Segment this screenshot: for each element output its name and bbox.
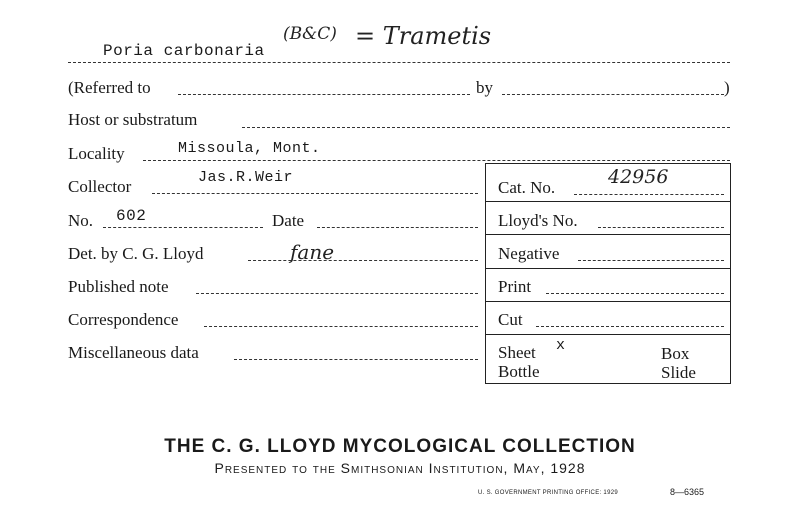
locality-line — [143, 160, 730, 161]
referred-to-label: (Referred to — [68, 78, 151, 97]
cut-line — [536, 326, 724, 327]
collector-value: Jas.R.Weir — [198, 169, 294, 186]
species-synonym-handwritten: = Trametis — [355, 22, 492, 50]
close-paren: ) — [724, 78, 730, 97]
collector-label: Collector — [68, 177, 132, 196]
correspondence-label: Correspondence — [68, 310, 179, 329]
collection-subtitle: Presented to the Smithsonian Institution, May, 1928 — [214, 460, 586, 476]
sheet-mark: x — [556, 337, 566, 354]
lloyds-no-label: Lloyd's No. — [498, 211, 578, 230]
species-author-handwritten: (B&C) — [283, 24, 337, 44]
det-by-value: fane — [290, 240, 335, 264]
cat-no-label: Cat. No. — [498, 178, 556, 197]
box-label: Box — [661, 344, 690, 363]
no-value: 602 — [116, 207, 147, 225]
cat-no-line — [574, 194, 724, 195]
locality-value: Missoula, Mont. — [178, 140, 321, 157]
collector-line — [152, 193, 478, 194]
date-line — [317, 227, 478, 228]
sheet-label: Sheet — [498, 343, 536, 362]
cut-label: Cut — [498, 310, 523, 329]
print-label: Print — [498, 277, 532, 296]
right-box-top — [485, 163, 730, 164]
print-line — [546, 293, 724, 294]
negative-line — [578, 260, 724, 261]
det-by-label: Det. by C. G. Lloyd — [68, 244, 204, 263]
no-line — [103, 227, 263, 228]
bottle-label: Bottle — [498, 362, 540, 381]
host-label: Host or substratum — [68, 110, 198, 129]
date-label: Date — [272, 211, 305, 230]
locality-label: Locality — [68, 144, 125, 163]
referred-to-line — [178, 94, 470, 95]
correspondence-line — [204, 326, 478, 327]
host-line — [242, 127, 730, 128]
right-box-left — [485, 163, 486, 383]
species-name: Poria carbonaria — [103, 42, 265, 60]
published-note-label: Published note — [68, 277, 169, 296]
det-by-line — [248, 260, 478, 261]
no-label: No. — [68, 211, 94, 230]
right-box-sep-2 — [485, 234, 730, 235]
species-line — [68, 62, 730, 63]
right-box-sep-1 — [485, 201, 730, 202]
misc-data-label: Miscellaneous data — [68, 343, 199, 362]
printing-office-note: U. S. GOVERNMENT PRINTING OFFICE: 1929 — [478, 490, 618, 496]
right-box-bottom — [485, 383, 731, 384]
form-number: 8—6365 — [670, 487, 705, 497]
collection-title: THE C. G. LLOYD MYCOLOGICAL COLLECTION — [164, 436, 636, 457]
by-line — [502, 94, 724, 95]
published-note-line — [196, 293, 478, 294]
lloyds-no-line — [598, 227, 724, 228]
right-box-sep-3 — [485, 268, 730, 269]
right-box-sep-4 — [485, 301, 730, 302]
negative-label: Negative — [498, 244, 560, 263]
right-box-right — [730, 163, 731, 383]
by-label: by — [476, 78, 493, 97]
misc-data-line — [234, 359, 478, 360]
right-box-sep-5 — [485, 334, 730, 335]
cat-no-value: 42956 — [608, 166, 669, 188]
slide-label: Slide — [661, 363, 696, 382]
